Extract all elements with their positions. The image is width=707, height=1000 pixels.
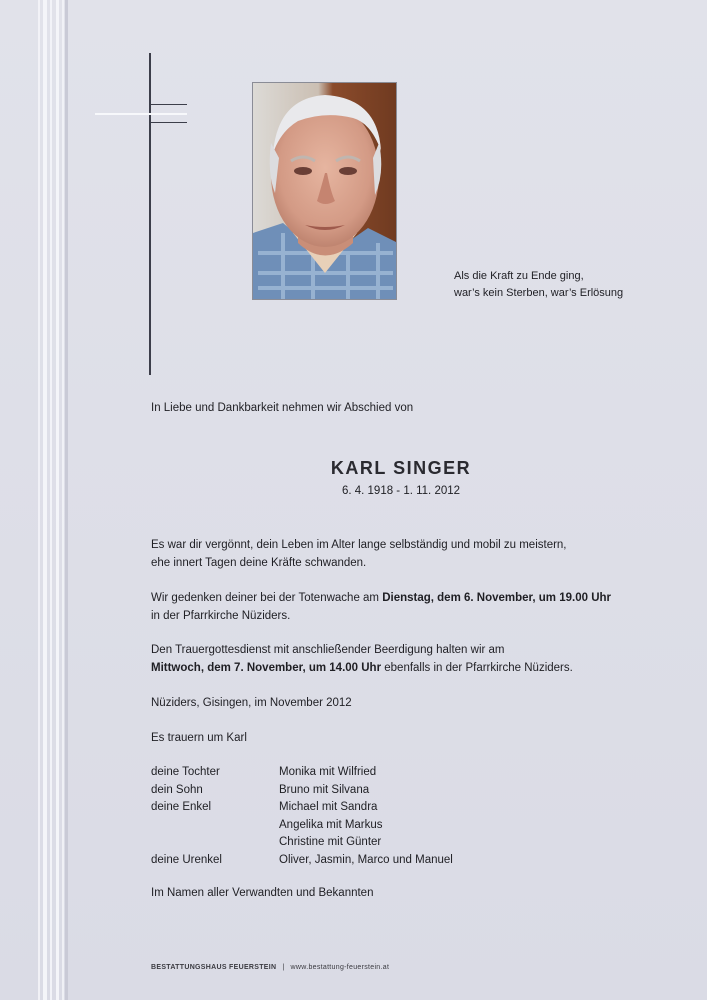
decorative-stripe xyxy=(38,0,40,1000)
text-line: in der Pfarrkirche Nüziders. xyxy=(151,610,291,622)
mourners-list xyxy=(151,764,453,870)
mourner-names: Bruno mit Silvana xyxy=(279,783,370,796)
deceased-dates: 6. 4. 1918 - 1. 11. 2012 xyxy=(341,485,461,497)
list-item xyxy=(151,799,453,817)
relation xyxy=(151,817,279,835)
mourner-names: Christine mit Günter xyxy=(279,836,382,849)
relation xyxy=(151,834,279,852)
decorative-stripe xyxy=(43,0,47,1000)
funeral-paragraph xyxy=(151,641,671,677)
place-date: Nüziders, Gisingen, im November 2012 xyxy=(151,697,352,709)
intro-text: In Liebe und Dankbarkeit nehmen wir Abschied von xyxy=(151,402,414,414)
relation: deine Enkel xyxy=(151,801,212,814)
mourner-names: Michael mit Sandra xyxy=(279,801,378,814)
decorative-stripe xyxy=(62,0,64,1000)
funeral-datetime: Mittwoch, dem 7. November, um 14.00 Uhr xyxy=(151,662,382,674)
closing-text: Im Namen aller Verwandten und Bekannten xyxy=(151,887,374,899)
text-line xyxy=(151,589,671,607)
text-line: ehe innert Tagen deine Kräfte schwanden. xyxy=(151,557,367,569)
list-item xyxy=(151,764,453,782)
mourner-names: Angelika mit Markus xyxy=(279,818,383,831)
tribute-paragraph xyxy=(151,536,671,572)
text-line xyxy=(151,659,671,677)
decorative-stripe xyxy=(50,0,52,1000)
relation: deine Urenkel xyxy=(151,853,222,866)
footer-separator: | xyxy=(282,964,285,971)
wake-datetime: Dienstag, dem 6. November, um 19.00 Uhr xyxy=(382,592,612,604)
portrait-photo xyxy=(252,82,397,300)
mourner-names: Monika mit Wilfried xyxy=(279,766,377,778)
quote-line: Als die Kraft zu Ende ging, xyxy=(454,270,584,282)
list-item xyxy=(151,852,453,870)
text-line: Den Trauergottesdienst mit anschließender Beerdigung halten wir am xyxy=(151,644,505,656)
mourners-intro: Es trauern um Karl xyxy=(151,732,247,744)
deceased-name: KARL SINGER xyxy=(330,458,472,478)
mourner-names: Oliver, Jasmin, Marco und Manuel xyxy=(279,853,453,866)
list-item xyxy=(151,817,453,835)
footer-firm: BESTATTUNGSHAUS FEUERSTEIN xyxy=(151,964,277,971)
list-item xyxy=(151,782,453,800)
footer-url: www.bestattung-feuerstein.at xyxy=(290,964,390,971)
quote-line: war’s kein Sterben, war’s Erlösung xyxy=(454,287,624,299)
decorative-stripe-shadow xyxy=(65,0,68,1000)
footer xyxy=(151,964,389,971)
text-line: Es war dir vergönnt, dein Leben im Alter lange selbständig und mobil zu meistern, xyxy=(151,539,567,551)
wake-paragraph xyxy=(151,589,671,625)
quote xyxy=(454,268,694,302)
decorative-stripe xyxy=(56,0,59,1000)
relation: dein Sohn xyxy=(151,783,203,796)
relation: deine Tochter xyxy=(151,766,220,778)
funeral-location: ebenfalls in der Pfarrkirche Nüziders. xyxy=(381,662,573,674)
wake-text: Wir gedenken deiner bei der Totenwache am xyxy=(151,592,383,604)
list-item xyxy=(151,834,453,852)
